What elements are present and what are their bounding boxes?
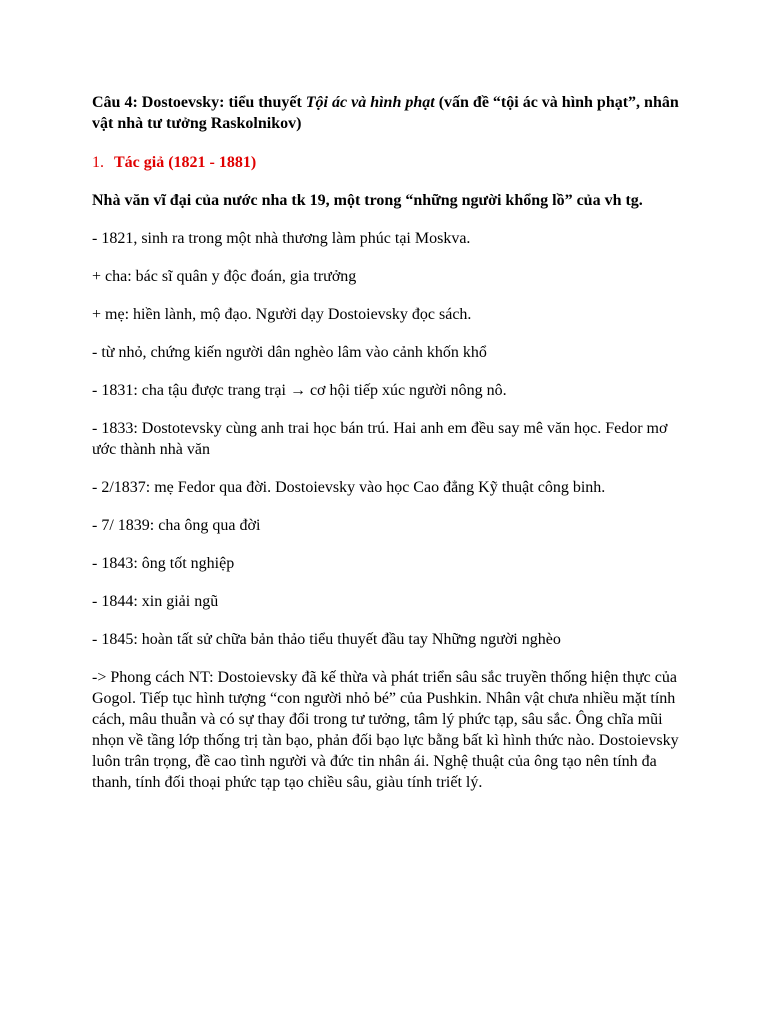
paragraph-father: + cha: bác sĩ quân y độc đoán, gia trưởng	[92, 268, 357, 285]
section-number: 1.	[92, 154, 104, 171]
paragraph-1831: - 1831: cha tậu được trang trại → cơ hội tiếp xúc người nông nô.	[92, 382, 507, 399]
paragraph-1843: - 1843: ông tốt nghiệp	[92, 555, 235, 572]
paragraph-style: -> Phong cách NT: Dostoievsky đã kế thừa và phát triển sâu sắc truyền thống hiện thực của Gogol. Tiếp tục hình tượng “con người nhỏ bé” của Pushkin. Nhân vật chưa nhiều mặt tính cách, mâu thuẫn và có sự thay đổi trong tư tưởng, tâm lý phức tạp, sâu sắc. Ông chĩa mũi nhọn về tầng lớp thống trị tàn bạo, phản đối bạo lực bằng bất kì hình thức nào. Dostoievsky luôn trân trọng, đề cao tình người và đức tin nhân ái. Nghệ thuật của ông tạo nên tính đa thanh, tính đối thoại phức tạp tạo chiều sâu, giàu tính triết lý.	[92, 669, 679, 791]
intro-paragraph: Nhà văn vĩ đại của nước nha tk 19, một trong “những người khổng lồ” của vh tg.	[92, 192, 643, 209]
paragraph-1833: - 1833: Dostotevsky cùng anh trai học bán trú. Hai anh em đều say mê văn học. Fedor mơ ước thành nhà văn	[92, 420, 668, 458]
section-heading	[92, 152, 692, 173]
novel-title: Tội ác và hình phạt	[305, 94, 435, 111]
paragraph-1839: - 7/ 1839: cha ông qua đời	[92, 517, 261, 534]
document-page	[92, 92, 692, 810]
paragraph-childhood: - từ nhỏ, chứng kiến người dân nghèo lâm vào cảnh khốn khổ	[92, 344, 487, 361]
section-label: Tác giả (1821 - 1881)	[114, 154, 257, 171]
paragraph-mother: + mẹ: hiền lành, mộ đạo. Người dạy Dostoievsky đọc sách.	[92, 306, 472, 323]
paragraph-1845: - 1845: hoàn tất sử chữa bản thảo tiểu thuyết đầu tay Những người nghèo	[92, 631, 561, 648]
paragraph-1844: - 1844: xin giải ngũ	[92, 593, 219, 610]
paragraph-1837: - 2/1837: mẹ Fedor qua đời. Dostoievsky vào học Cao đẳng Kỹ thuật công binh.	[92, 479, 606, 496]
heading-text-start: Câu 4: Dostoevsky: tiểu thuyết	[92, 94, 306, 111]
heading-text-end: (vấn đề “tội ác và hình phạt”, nhân vật nhà tư tưởng Raskolnikov)	[92, 94, 679, 132]
paragraph-birth: - 1821, sinh ra trong một nhà thương làm phúc tại Moskva.	[92, 230, 471, 247]
question-heading	[92, 92, 692, 134]
